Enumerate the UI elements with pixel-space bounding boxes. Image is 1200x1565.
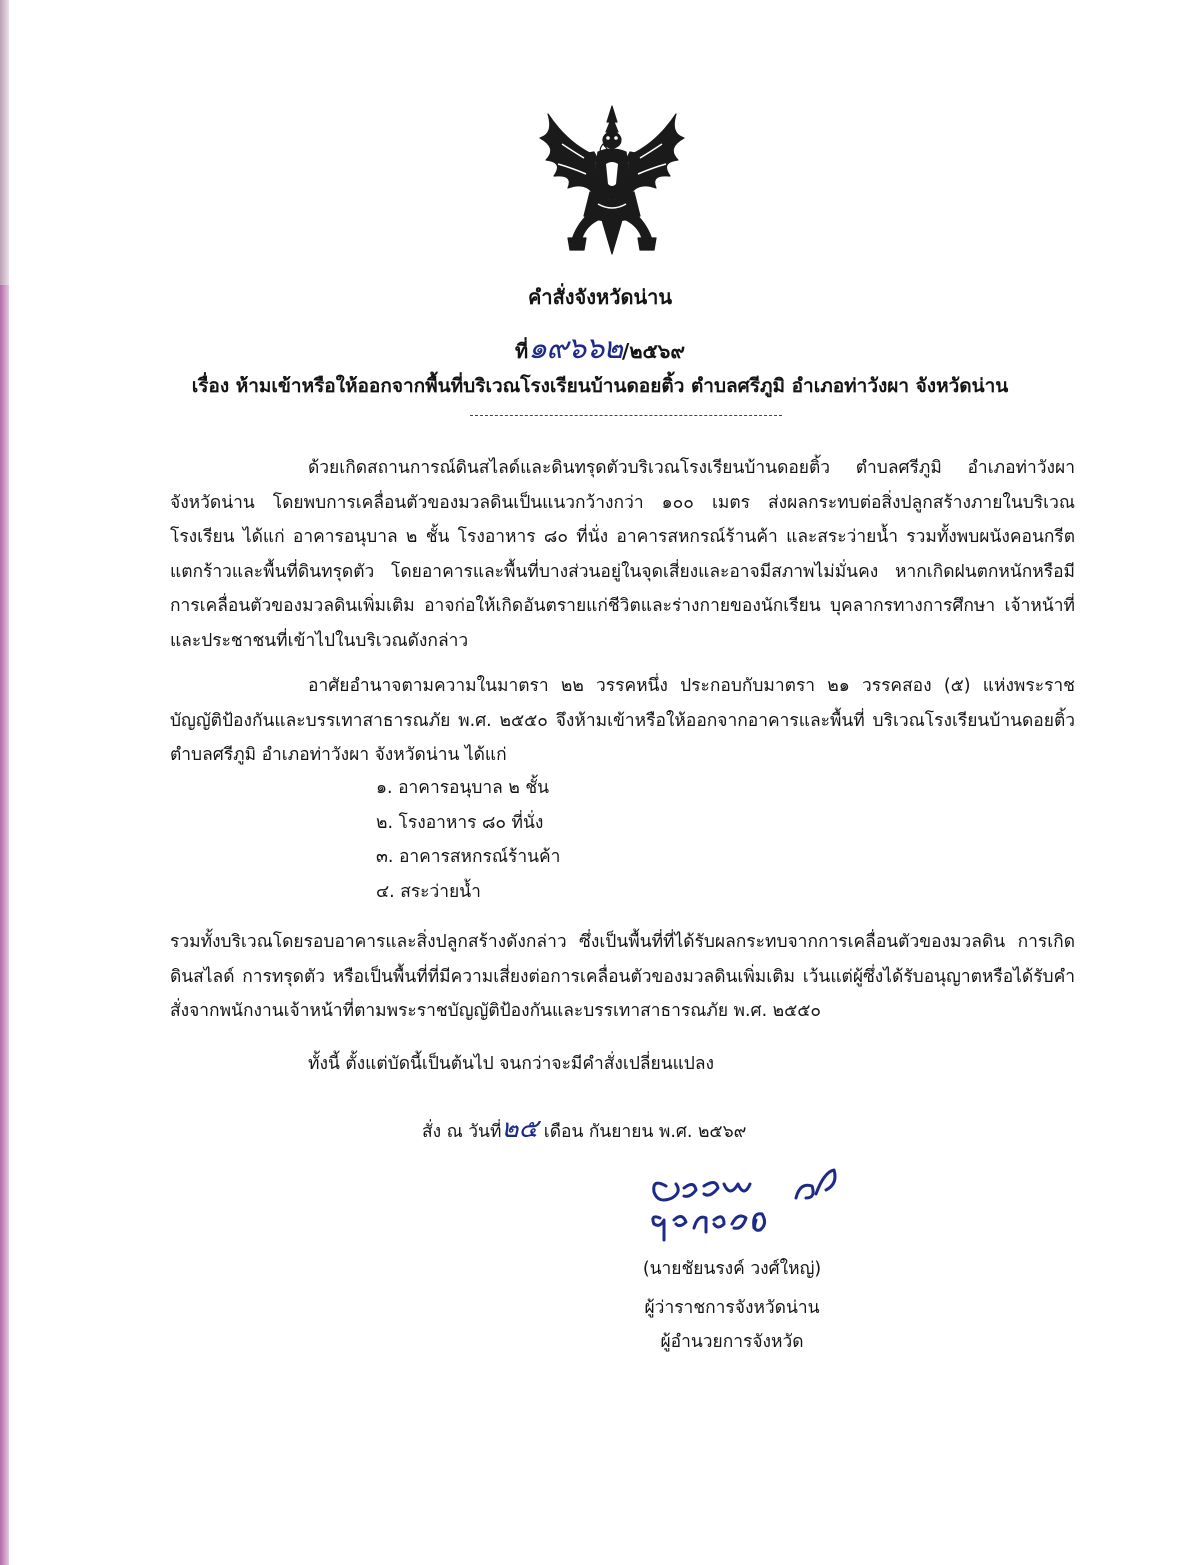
order-date-prefix: สั่ง ณ วันที่ <box>422 1122 502 1142</box>
document-title: คำสั่งจังหวัดน่าน <box>527 285 673 309</box>
signer-role-text: ผู้อำนวยการจังหวัด <box>660 1332 804 1352</box>
handwritten-signature-icon <box>620 1158 880 1248</box>
list-item: ๑. อาคารอนุบาล ๒ ชั้น <box>376 778 550 798</box>
paragraph-situation-text: ด้วยเกิดสถานการณ์ดินสไลด์และดินทรุดตัวบริเวณโรงเรียนบ้านดอยติ้ว ตำบลศรีภูมิ อำเภอท่าวังผา จังหวัดน่าน โดยพบการเคลื่อนตัวของมวลดินเป็นแนวกว้างกว่า ๑๐๐ เมตร ส่งผลกระทบต่อสิ่งปลูกสร้างภายในบริเวณโรงเรียน ได้แก่ อาคารอนุบาล ๒ ชั้น โรงอาหาร ๘๐ ที่นั่ง อาคารสหกรณ์ร้านค้า และสระว่ายน้ำ รวมทั้งพบผนังคอนกรีตแตกร้าวและพื้นที่ดินทรุดตัว โดยอาคารและพื้นที่บางส่วนอยู่ในจุดเสี่ยงและอาจมีสภาพไม่มั่นคง หากเกิดฝนตกหนักหรือมีการเคลื่อนตัวของมวลดินเพิ่มเติม อาจก่อให้เกิดอันตรายแก่ชีวิตและร่างกายของนักเรียน บุคลากรทางการศึกษา เจ้าหน้าที่ และประชาชนที่เข้าไปในบริเวณดังกล่าว <box>170 458 1075 651</box>
order-date <box>422 1108 746 1149</box>
paragraph-authority-text: อาศัยอำนาจตามความในมาตรา ๒๒ วรรคหนึ่ง ประกอบกับมาตรา ๒๑ วรรคสอง (๕) แห่งพระราชบัญญัติป้องกันและบรรเทาสาธารณภัย พ.ศ. ๒๕๕๐ จึงห้ามเข้าหรือให้ออกจากอาคารและพื้นที่ บริเวณโรงเรียนบ้านดอยติ้ว ตำบลศรีภูมิ อำเภอท่าวังผา จังหวัดน่าน ได้แก่ <box>170 676 1075 766</box>
closing-statement: ทั้งนี้ ตั้งแต่บัดนี้เป็นต้นไป จนกว่าจะมีคำสั่งเปลี่ยนแปลง <box>308 1054 714 1074</box>
order-number <box>0 325 1200 372</box>
order-number-suffix: /๒๕๖๙ <box>622 339 686 363</box>
paragraph-authority <box>170 669 1075 773</box>
order-number-handwritten: ๑๙๖๖๒ <box>528 331 623 366</box>
order-date-day: ๒๕ <box>501 1114 539 1144</box>
order-date-suffix: เดือน กันยายน พ.ศ. ๒๕๖๙ <box>543 1122 747 1142</box>
paragraph-situation <box>170 451 1075 659</box>
paragraph-surroundings: รวมทั้งบริเวณโดยรอบอาคารและสิ่งปลูกสร้างดังกล่าว ซึ่งเป็นพื้นที่ที่ได้รับผลกระทบจากการเคลื่อนตัวของมวลดิน การเกิดดินสไลด์ การทรุดตัว หรือเป็นพื้นที่ที่มีความเสี่ยงต่อการเคลื่อนตัวของมวลดินเพิ่มเติม เว้นแต่ผู้ซึ่งได้รับอนุญาตหรือได้รับคำสั่งจากพนักงานเจ้าหน้าที่ตามพระราชบัญญัติป้องกันและบรรเทาสาธารณภัย พ.ศ. ๒๕๕๐ <box>170 932 1075 1022</box>
list-item: ๔. สระว่ายน้ำ <box>376 881 481 902</box>
order-subject: เรื่อง ห้ามเข้าหรือให้ออกจากพื้นที่บริเวณโรงเรียนบ้านดอยติ้ว ตำบลศรีภูมิ อำเภอท่าวังผา จังหวัดน่าน <box>191 375 1009 397</box>
list-item: ๒. โรงอาหาร ๘๐ ที่นั่ง <box>376 812 544 833</box>
garuda-emblem-icon <box>528 104 696 258</box>
signer-name-text: (นายชัยนรงค์ วงศ์ใหญ่) <box>642 1259 822 1279</box>
subject-divider <box>470 415 782 416</box>
signer-position-text: ผู้ว่าราชการจังหวัดน่าน <box>644 1298 820 1318</box>
list-item: ๓. อาคารสหกรณ์ร้านค้า <box>376 847 561 868</box>
order-number-prefix: ที่ <box>514 339 529 363</box>
restricted-buildings-list <box>376 771 560 909</box>
